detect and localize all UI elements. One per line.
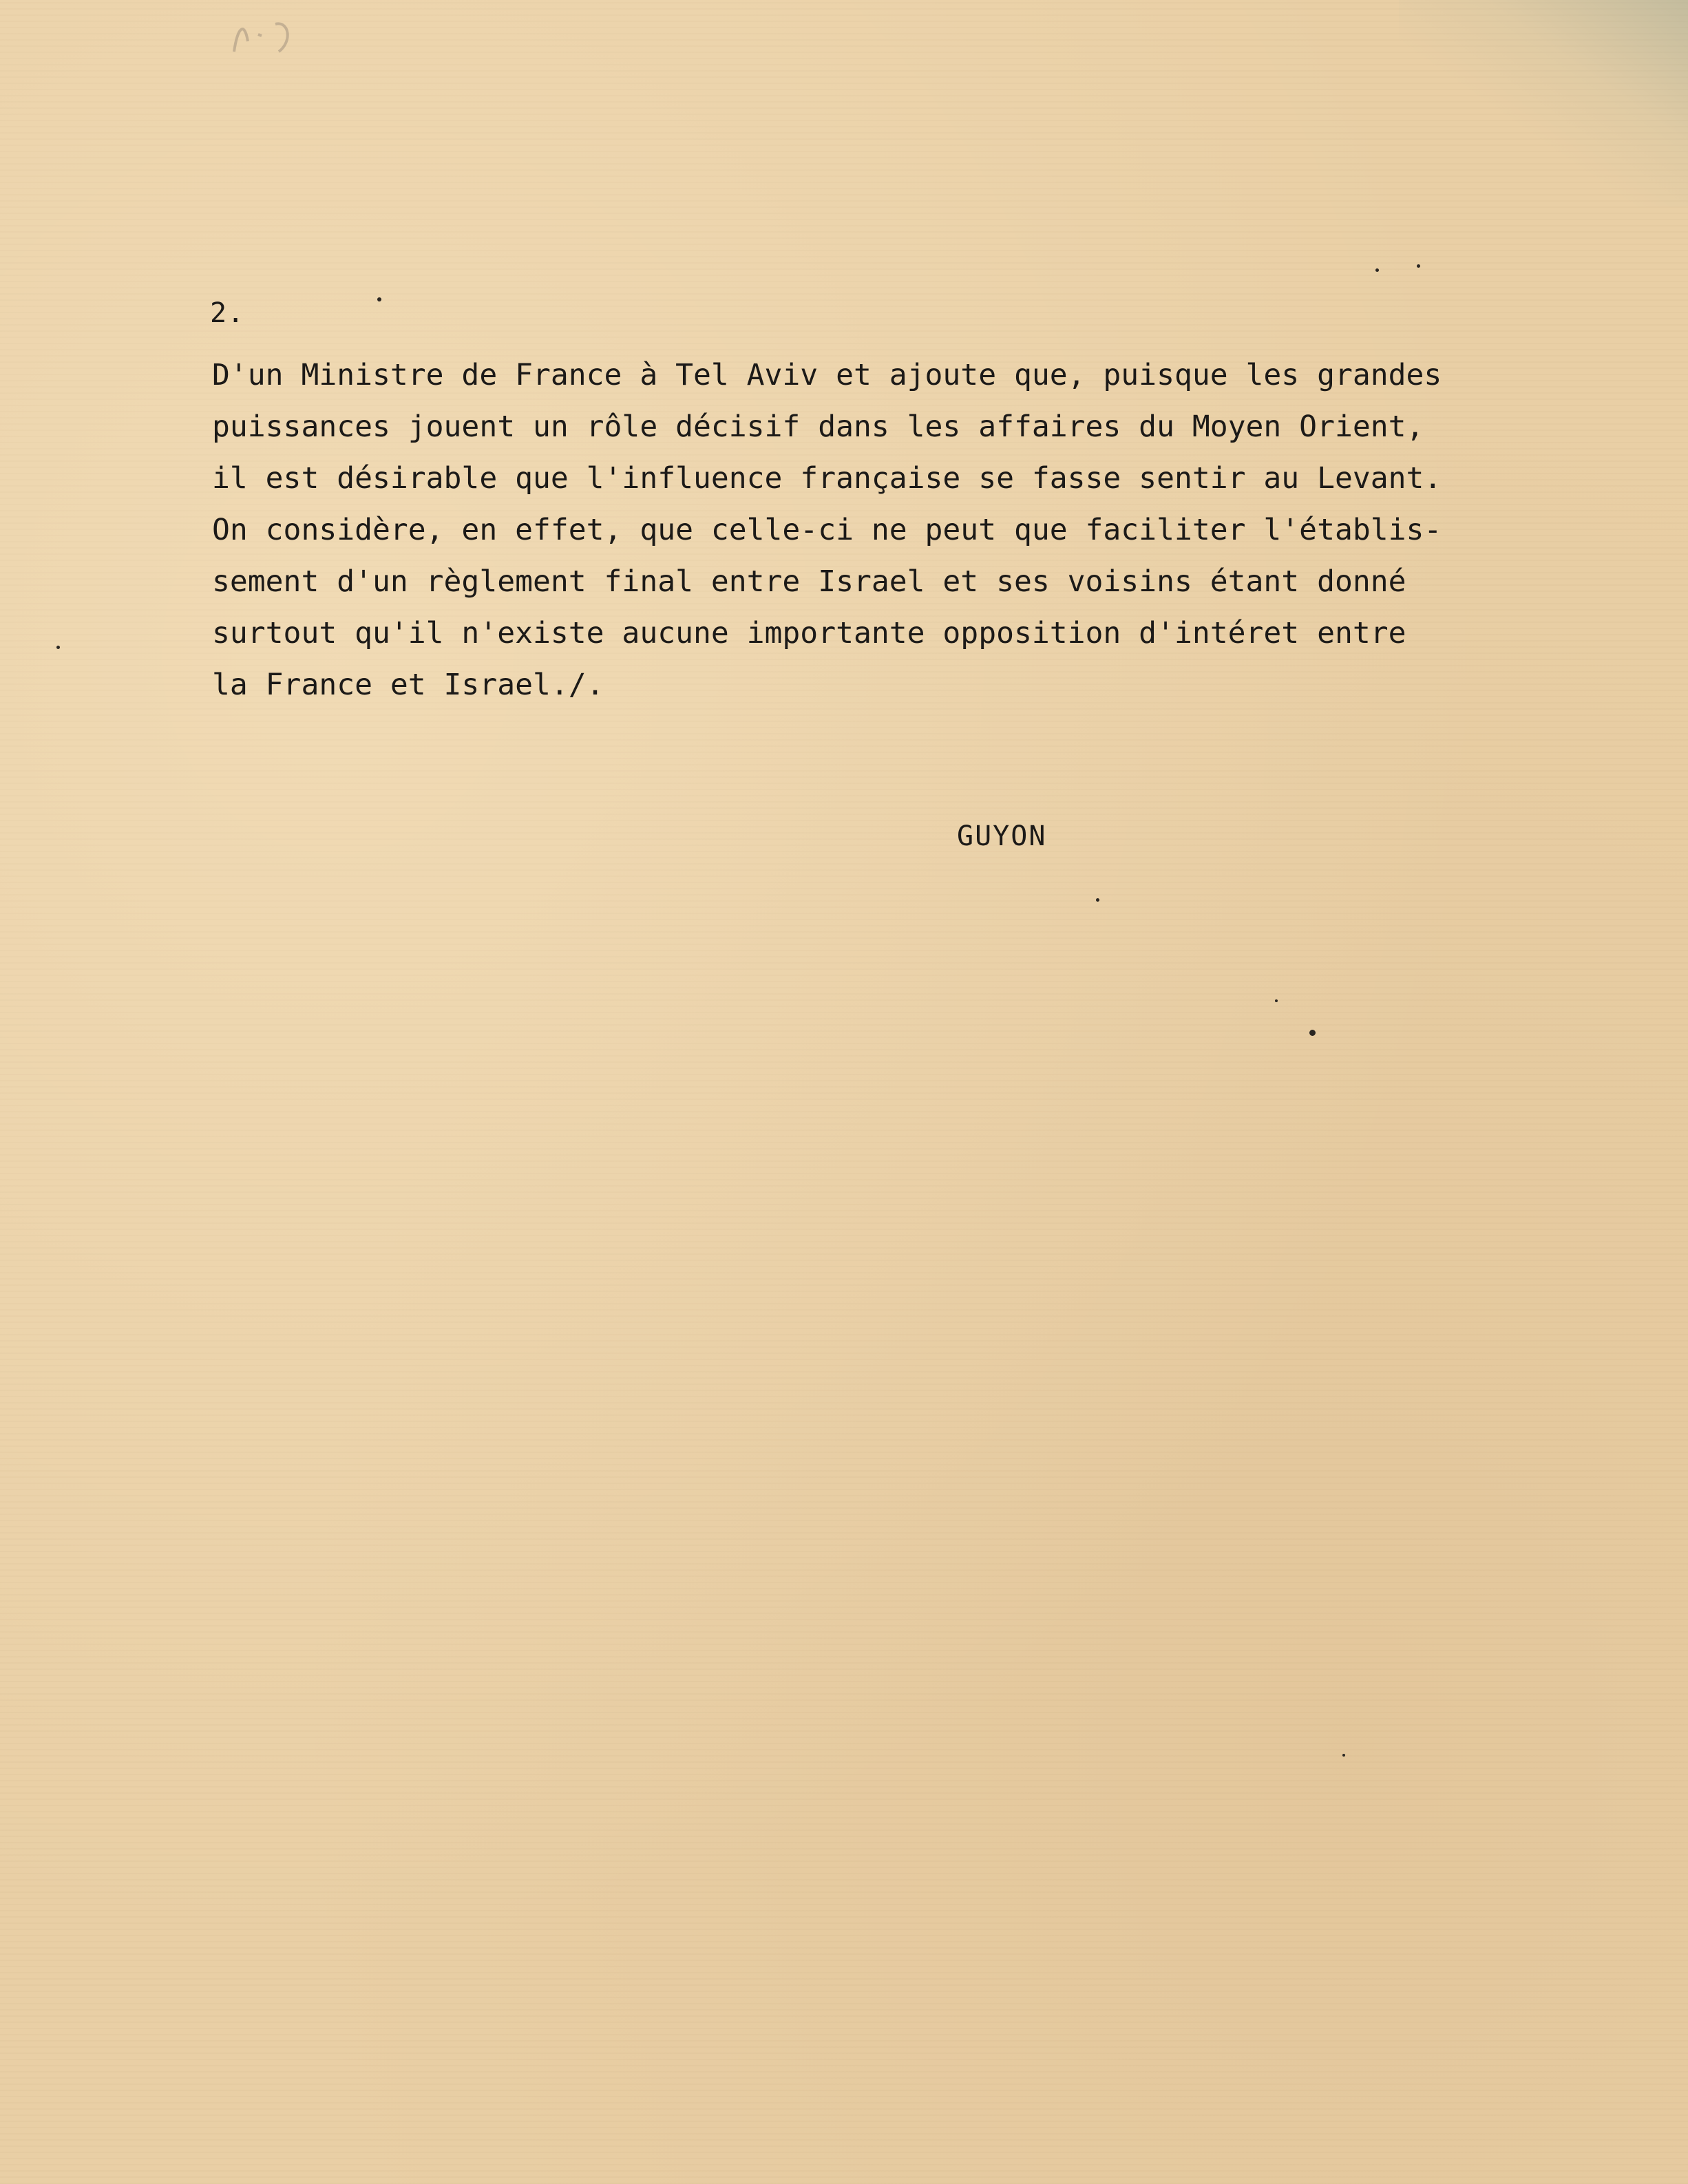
body-line: On considère, en effet, que celle-ci ne peut que faciliter l'établis- — [212, 513, 1442, 547]
ink-speck — [56, 646, 60, 649]
letter-body — [212, 350, 1658, 711]
ink-speck — [1375, 268, 1379, 272]
body-line: il est désirable que l'influence française se fasse sentir au Levant. — [212, 461, 1442, 496]
ink-speck — [1275, 999, 1278, 1002]
page-number: 2. — [210, 297, 245, 329]
ink-speck — [1342, 1754, 1345, 1757]
ink-speck — [1417, 264, 1420, 268]
body-line: la France et Israel./. — [212, 668, 604, 702]
body-line: D'un Ministre de France à Tel Aviv et ajoute que, puisque les grandes — [212, 358, 1442, 392]
body-line: puissances jouent un rôle décisif dans les affaires du Moyen Orient, — [212, 410, 1424, 444]
pencil-annotation — [227, 14, 303, 62]
body-line: surtout qu'il n'existe aucune importante opposition d'intéret entre — [212, 616, 1406, 650]
body-line: sement d'un règlement final entre Israel et ses voisins étant donné — [212, 564, 1406, 599]
signature-name: GUYON — [957, 820, 1047, 852]
ink-speck — [1309, 1030, 1316, 1036]
ink-speck — [1096, 898, 1099, 902]
ink-speck — [377, 297, 381, 301]
paper-discoloration — [1399, 0, 1688, 206]
